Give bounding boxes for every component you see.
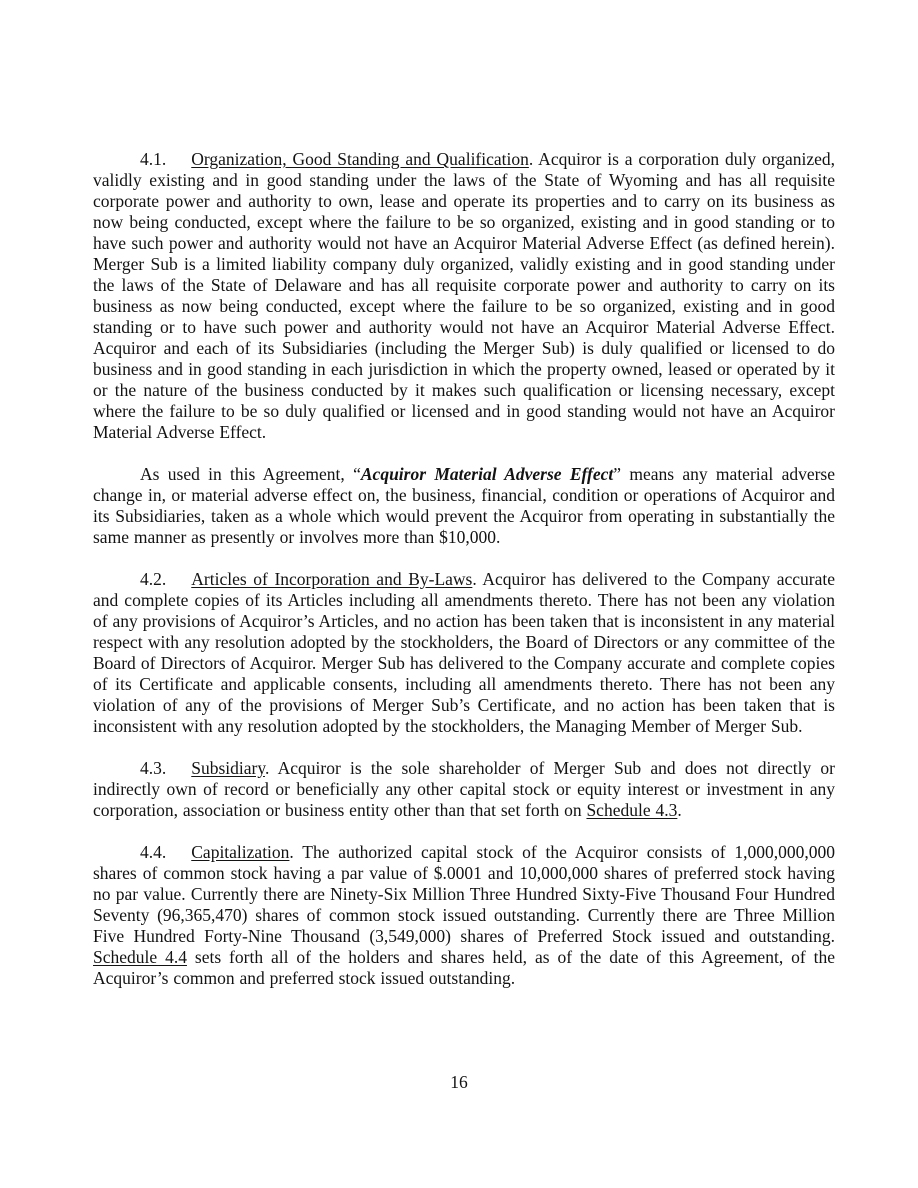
paragraph-definition-acquiror-material-adverse-effect xyxy=(93,464,835,548)
text-run: ” means any material adverse change in, or material adverse effect on, the business, financial, condition or operations of Acquiror and its Subsidiaries, taken as a whole which would prevent the Acquiror from operating in substantially the same manner as presently or involves more than $10,000. xyxy=(93,464,836,547)
text-run: Capitalization xyxy=(191,842,290,862)
text-run: 4.2. xyxy=(140,569,167,589)
text-run: 4.1. xyxy=(140,149,167,169)
text-run: . Acquiror has delivered to the Company accurate and complete copies of its Articles including all amendments thereto. There has not been any violation of any provisions of Acquiror’s Articles, and no action has been taken that is inconsistent in any material respect with any resolution adopted by the stockholders, the Board of Directors or any committee of the Board of Directors of Acquiror. Merger Sub has delivered to the Company accurate and complete copies of its Certificate and applicable consents, including all amendments thereto. There has not been any violation of any of the provisions of Merger Sub’s Certificate, and no action has been taken that is inconsistent with any resolution adopted by the stockholders, the Managing Member of Merger Sub. xyxy=(93,569,835,736)
text-run: 4.4. xyxy=(140,842,167,862)
text-run: Subsidiary xyxy=(191,758,265,778)
paragraph-section-4-4 xyxy=(93,842,835,989)
text-run: Schedule 4.4 xyxy=(93,947,187,967)
paragraph-section-4-2 xyxy=(93,569,835,737)
text-run: . Acquiror is the sole shareholder of Merger Sub and does not directly or indirectly own of record or beneficially any other capital stock or equity interest or investment in any corporation, association or business entity other than that set forth on xyxy=(93,758,835,820)
text-run: As used in this Agreement, “ xyxy=(140,464,361,484)
page-footer xyxy=(0,1072,918,1093)
text-run: sets forth all of the holders and shares held, as of the date of this Agreement, of the Acquiror’s common and preferred stock issued outstanding. xyxy=(93,947,835,988)
text-run: Schedule 4.3 xyxy=(586,800,678,820)
text-run: Organization, Good Standing and Qualification xyxy=(191,149,529,169)
paragraph-section-4-1 xyxy=(93,149,835,443)
text-run: Articles of Incorporation and By-Laws xyxy=(191,569,473,589)
document-body xyxy=(93,149,835,1010)
page-number: 16 xyxy=(450,1072,468,1092)
text-run: . The authorized capital stock of the Acquiror consists of 1,000,000,000 shares of common stock having a par value of $.0001 and 10,000,000 shares of preferred stock having no par value. Currently there are Ninety-Six Million Three Hundred Sixty-Five Thousand Four Hundred Seventy (96,365,470) shares of common stock issued outstanding. Currently there are Three Million Five Hundred Forty-Nine Thousand (3,549,000) shares of Preferred Stock issued and outstanding. xyxy=(93,842,835,946)
text-run: Acquiror Material Adverse Effect xyxy=(360,464,614,484)
paragraph-section-4-3 xyxy=(93,758,835,821)
text-run: . xyxy=(677,800,682,820)
text-run: . Acquiror is a corporation duly organized, validly existing and in good standing under the laws of the State of Wyoming and has all requisite corporate power and authority to own, lease and operate its properties and to carry on its business as now being conducted, except where the failure to be so organized, existing and in good standing or to have such power and authority would not have an Acquiror Material Adverse Effect (as defined herein). Merger Sub is a limited liability company duly organized, validly existing and in good standing under the laws of the State of Delaware and has all requisite corporate power and authority to carry on its business as now being conducted, except where the failure to be so organized, existing and in good standing or to have such power and authority would not have an Acquiror Material Adverse Effect. Acquiror and each of its Subsidiaries (including the Merger Sub) is duly qualified or licensed to do business and in good standing in each jurisdiction in which the property owned, leased or operated by it or the nature of the business conducted by it makes such qualification or licensing necessary, except where the failure to be so duly qualified or licensed and in good standing would not have an Acquiror Material Adverse Effect. xyxy=(93,149,835,442)
text-run: 4.3. xyxy=(140,758,167,778)
